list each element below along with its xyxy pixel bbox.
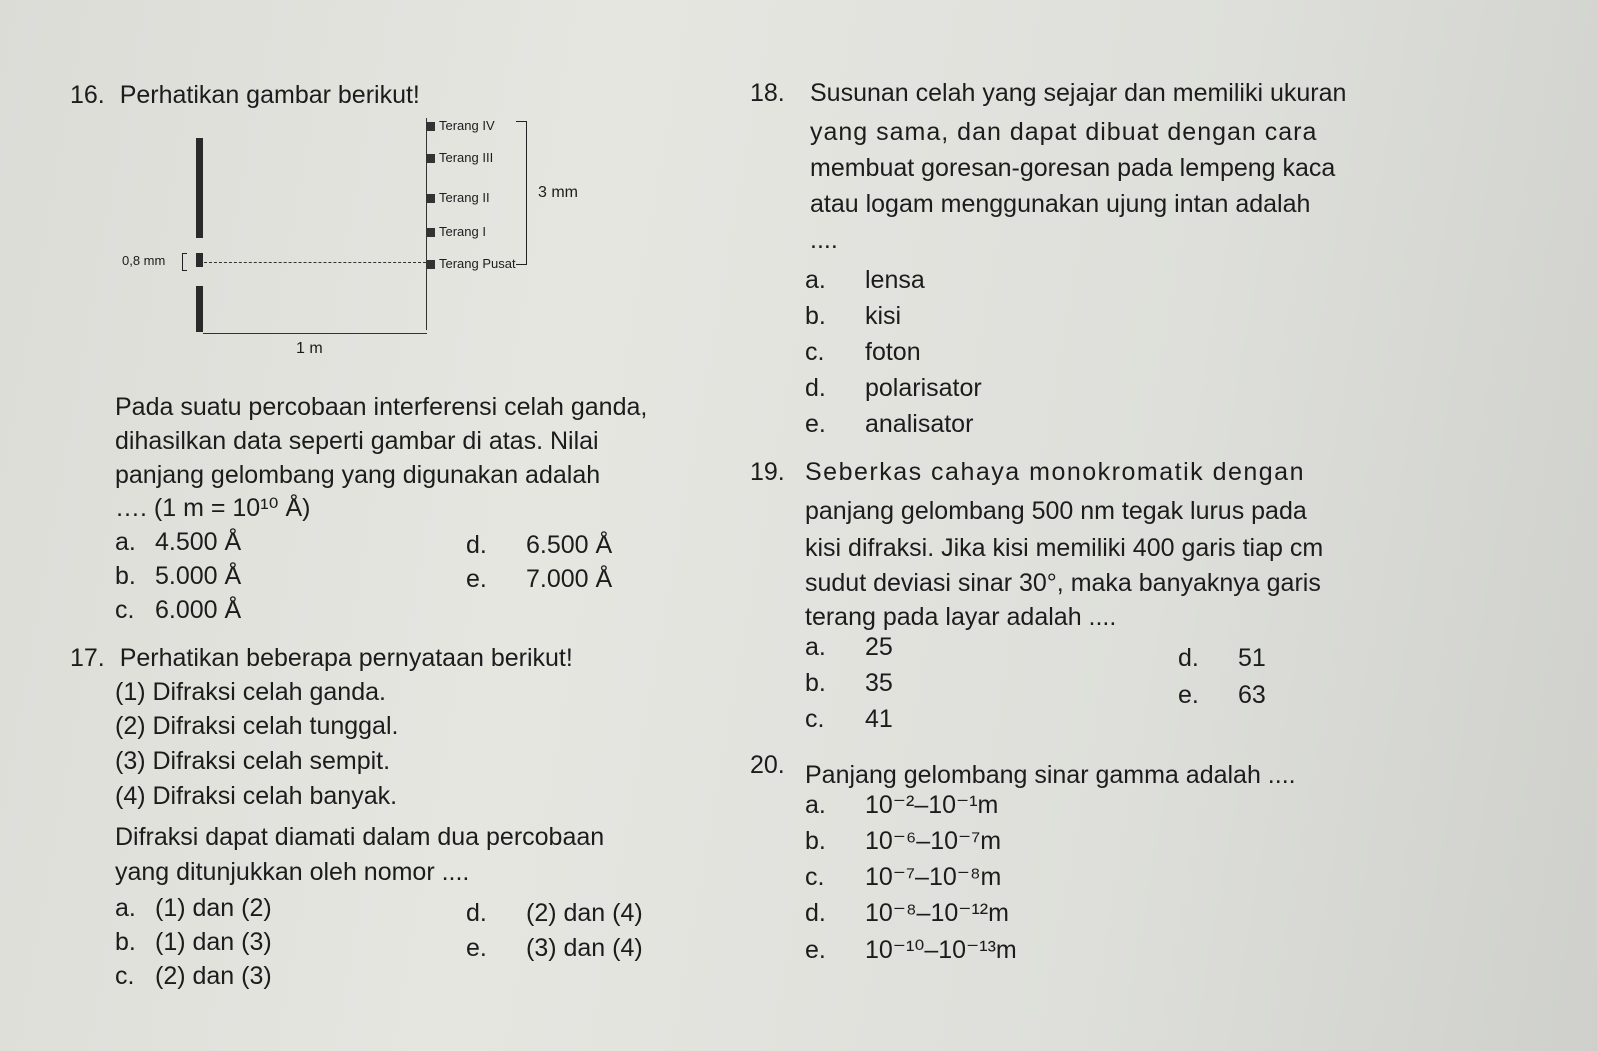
- q17-option-b[interactable]: b. (1) dan (3): [115, 928, 272, 956]
- q16-option-a[interactable]: a. 4.500 Å: [115, 528, 242, 556]
- q17-title: Perhatikan beberapa pernyataan berikut!: [119, 644, 573, 672]
- q20-option-b[interactable]: b. 10⁻⁶–10⁻⁷m: [805, 827, 1002, 855]
- q18-line-2: yang sama, dan dapat dibuat dengan cara: [810, 118, 1318, 146]
- q20-option-c[interactable]: c. 10⁻⁷–10⁻⁸m: [805, 863, 1002, 891]
- q18-line-1: Susunan celah yang sejajar dan memiliki ukuran: [810, 79, 1347, 107]
- q17-statement-1: (1) Difraksi celah ganda.: [115, 678, 386, 706]
- q17-statement-3: (3) Difraksi celah sempit.: [115, 747, 391, 775]
- q18-option-d[interactable]: d. polarisator: [805, 374, 982, 402]
- fringe-terang-ii: Terang II: [426, 190, 490, 205]
- q20-option-d[interactable]: d. 10⁻⁸–10⁻¹²m: [805, 899, 1009, 927]
- q19-line-4: sudut deviasi sinar 30°, maka banyaknya garis: [805, 569, 1321, 597]
- q18-line-5: ....: [810, 226, 838, 254]
- q18-option-a[interactable]: a. lensa: [805, 266, 925, 294]
- screen-distance-label: 1 m: [296, 340, 323, 357]
- q16-number: 16.: [70, 81, 105, 109]
- q18-line-3: membuat goresan-goresan pada lempeng kaca: [810, 154, 1336, 182]
- q16-option-e[interactable]: e. 7.000 Å: [466, 565, 613, 593]
- center-dashed-line: [204, 262, 426, 263]
- q19-option-e[interactable]: e. 63: [1178, 681, 1266, 709]
- q20-option-e[interactable]: e. 10⁻¹⁰–10⁻¹³m: [805, 936, 1017, 964]
- fringe-terang-iv: Terang IV: [426, 118, 495, 133]
- q17-statement-4: (4) Difraksi celah banyak.: [115, 782, 398, 810]
- q16-body-1: Pada suatu percobaan interferensi celah ganda,: [115, 393, 648, 421]
- q19-option-c[interactable]: c. 41: [805, 705, 893, 733]
- q17-body-1: Difraksi dapat diamati dalam dua percobaan: [115, 823, 605, 851]
- q18-option-c[interactable]: c. foton: [805, 338, 921, 366]
- q19-line-2: panjang gelombang 500 nm tegak lurus pada: [805, 497, 1307, 525]
- q16-body-3: panjang gelombang yang digunakan adalah: [115, 461, 601, 489]
- q17-number: 17.: [70, 644, 105, 672]
- q18-option-b[interactable]: b. kisi: [805, 302, 902, 330]
- slit-plate-lower: [196, 286, 203, 332]
- fringe-terang-iii: Terang III: [426, 150, 493, 165]
- q16-body-4: …. (1 m = 10¹⁰ Å): [115, 494, 311, 522]
- q19-option-d[interactable]: d. 51: [1178, 644, 1266, 672]
- distance-bracket: [516, 121, 527, 265]
- q18-option-e[interactable]: e. analisator: [805, 410, 974, 438]
- q20-title: Panjang gelombang sinar gamma adalah ....: [805, 761, 1296, 789]
- slit-plate-small: [196, 253, 203, 267]
- q17-option-a[interactable]: a. (1) dan (2): [115, 894, 272, 922]
- q16-option-d[interactable]: d. 6.500 Å: [466, 531, 613, 559]
- fringe-terang-i: Terang I: [426, 224, 486, 239]
- q16-option-b[interactable]: b. 5.000 Å: [115, 562, 242, 590]
- slit-width-label: 0,8 mm: [122, 253, 166, 268]
- screen-distance-line: [203, 333, 427, 334]
- q18-number: 18.: [750, 79, 785, 107]
- q16-option-c[interactable]: c. 6.000 Å: [115, 596, 242, 624]
- q19-number: 19.: [750, 458, 785, 486]
- q17-option-c[interactable]: c. (2) dan (3): [115, 962, 272, 990]
- q19-line-5: terang pada layar adalah ....: [805, 603, 1117, 631]
- slit-plate-upper: [196, 138, 203, 238]
- q17-option-e[interactable]: e. (3) dan (4): [466, 934, 643, 962]
- q16-heading: [70, 80, 420, 110]
- q19-option-b[interactable]: b. 35: [805, 669, 893, 697]
- q17-statement-2: (2) Difraksi celah tunggal.: [115, 712, 399, 740]
- q20-number: 20.: [750, 751, 785, 779]
- q19-option-a[interactable]: a. 25: [805, 633, 893, 661]
- q18-line-4: atau logam menggunakan ujung intan adalah: [810, 190, 1311, 218]
- distance-label: 3 mm: [538, 184, 578, 201]
- q16-title: Perhatikan gambar berikut!: [119, 81, 420, 109]
- fringe-terang-pusat: Terang Pusat: [426, 256, 516, 271]
- q19-line-1: Seberkas cahaya monokromatik dengan: [805, 458, 1305, 486]
- q19-line-3: kisi difraksi. Jika kisi memiliki 400 garis tiap cm: [805, 534, 1324, 562]
- q17-body-2: yang ditunjukkan oleh nomor ....: [115, 858, 470, 886]
- q16-body-2: dihasilkan data seperti gambar di atas. Nilai: [115, 427, 599, 455]
- q17-option-d[interactable]: d. (2) dan (4): [466, 899, 643, 927]
- slit-width-bracket: [182, 253, 187, 271]
- q17-heading: [70, 643, 573, 673]
- q20-option-a[interactable]: a. 10⁻²–10⁻¹m: [805, 791, 999, 819]
